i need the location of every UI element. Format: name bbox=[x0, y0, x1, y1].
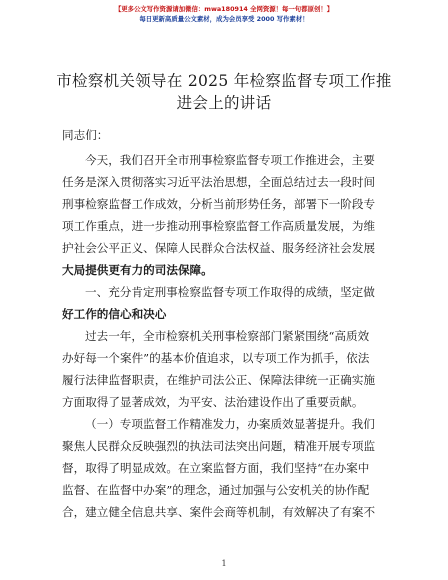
section-heading-line-2: 好工作的信心和决心 bbox=[62, 307, 167, 321]
paragraph-line: 办好每一个案件”的基本价值追求，以专项工作为抓手，依法 bbox=[62, 351, 370, 365]
paragraph-line: 方面取得了显著成效，为平安、法治建设作出了重要贡献。 bbox=[62, 395, 364, 409]
section-heading-line-1: 一、充分肯定刑事检察监督专项工作取得的成绩，坚定做 bbox=[85, 285, 375, 299]
promo-banner-line-1: 【更多公文写作资源请加微信：mwa180914 全网资源！每一句都原创！】 bbox=[114, 5, 334, 13]
page-number: 1 bbox=[221, 559, 227, 568]
paragraph-line-bold: 大局提供更有力的司法保障。 bbox=[62, 263, 213, 277]
paragraph-line: 任务是深入贯彻落实习近平法治思想，全面总结过去一段时间 bbox=[62, 175, 376, 189]
document-title-line-1: 市检察机关领导在 2025 年检察监督专项工作推 bbox=[56, 72, 392, 90]
promo-banner-line-2: 每日更新高质量公文素材，成为会员享受 2000 写作素材！ bbox=[139, 15, 309, 23]
paragraph-line: 合，建立健全信息共享、案件会商等机制，有效解决了有案不 bbox=[62, 505, 376, 519]
paragraph-line: 今天，我们召开全市刑事检察监督专项工作推进会，主要 bbox=[85, 153, 375, 167]
paragraph-line: 督，取得了明显成效。在立案监督方面，我们坚持“在办案中 bbox=[62, 461, 370, 475]
paragraph-line: 护社会公平正义、保障人民群众合法权益、服务经济社会发展 bbox=[62, 241, 376, 255]
paragraph-line: 聚焦人民群众反映强烈的执法司法突出问题，精准开展专项监 bbox=[62, 439, 376, 453]
document-title bbox=[0, 70, 448, 114]
paragraph-line: 履行法律监督职责，在维护司法公正、保障法律统一正确实施 bbox=[62, 373, 376, 387]
paragraph-line: 过去一年，全市检察机关刑事检察部门紧紧围绕“高质效 bbox=[85, 329, 370, 343]
paragraph-line: 项工作重点，进一步推动刑事检察监督工作高质量发展，为维 bbox=[62, 219, 376, 233]
paragraph-line: 刑事检察监督工作成效，分析当前形势任务，部署下一阶段专 bbox=[62, 197, 376, 211]
promo-banner bbox=[0, 4, 448, 24]
greeting: 同志们： bbox=[62, 128, 109, 142]
paragraph-line: 监督、在监督中办案”的理念，通过加强与公安机关的协作配 bbox=[62, 483, 370, 497]
paragraph-line: （一）专项监督工作精准发力，办案质效显著提升。我们 bbox=[85, 417, 375, 431]
document-title-line-2: 进会上的讲话 bbox=[176, 94, 272, 112]
document-body bbox=[62, 149, 388, 523]
